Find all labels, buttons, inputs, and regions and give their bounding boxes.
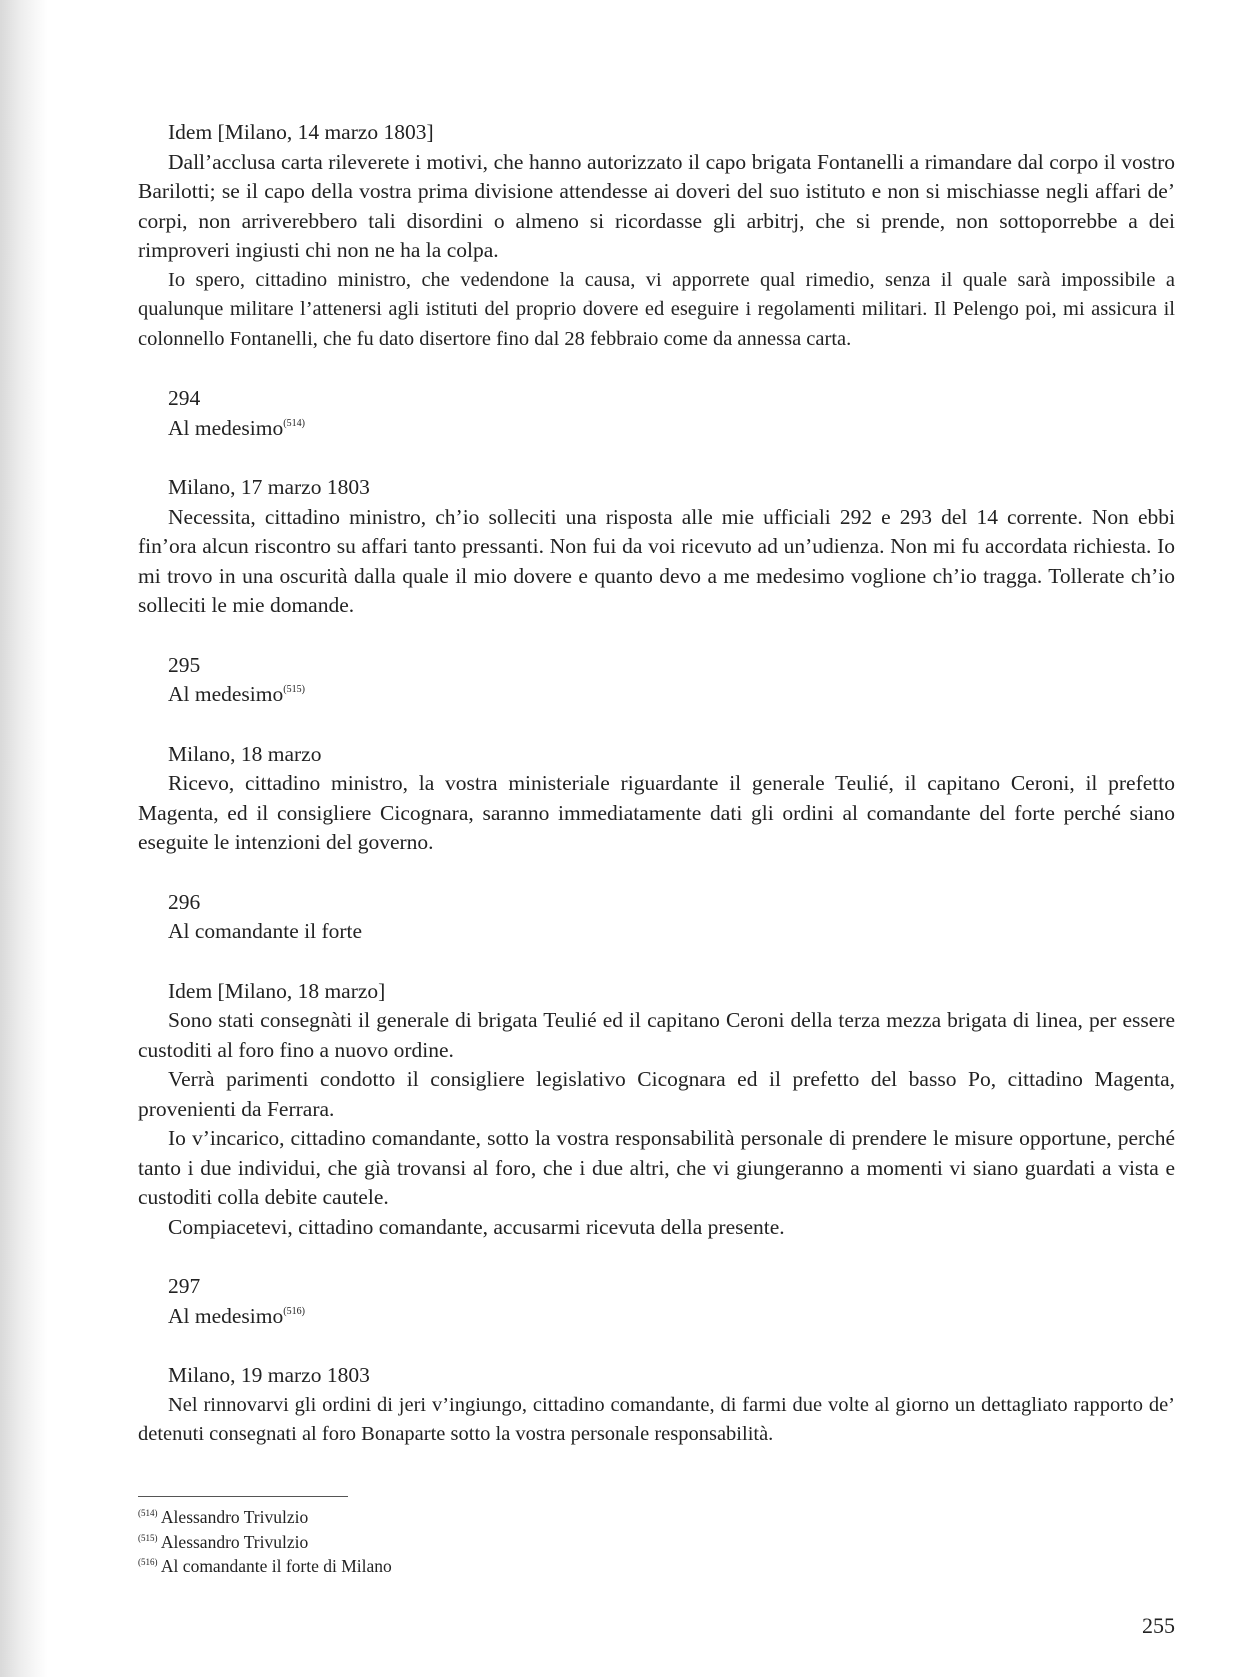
letter-294-paragraph-1: Necessita, cittadino ministro, ch’io solleciti una risposta alle mie ufficiali 292 e 293 del 14 corrente. Non ebbi fin’ora alcun riscontro su affari tanto pressanti. Non fui da voi ricevuto ad un’udienza. Non mi fu accordata richiesta. Io mi trovo in una oscurità dalla quale il mio dovere e quanto devo a me medesimo voglione ch’io tragga. Tollerate ch’io solleciti le mie domande. [138,504,1175,617]
letter-297-paragraph-1: Nel rinnovarvi gli ordini di jeri v’ingiungo, cittadino comandante, di farmi due volte al giorno un dettagliato rapporto de’ detenuti consegnati al foro Bonaparte sotto la vostra personale responsabilità. [138,1393,1175,1445]
footnote-text: Alessandro Trivulzio [160,1531,309,1552]
letter-294-number: 294 [168,386,201,410]
letter-294-recipient [138,414,1175,444]
footnote-marker: (515) [138,1532,158,1543]
recipient-text: Al medesimo [168,682,284,706]
letter-296-paragraph-3: Io v’incarico, cittadino comandante, sotto la vostra responsabilità personale di prendere le misure opportune, perché tanto i due individui, che già trovansi al foro, che i due altri, che vi giungeranno a momenti vi siano guardati a vista e custoditi colla debite cautele. [138,1126,1175,1209]
footnote-text: Al comandante il forte di Milano [160,1556,392,1576]
letter-296-paragraph-2: Verrà parimenti condotto il consigliere legislativo Cicognara ed il prefetto del basso Po, cittadino Magenta, provenienti da Ferrara. [138,1067,1175,1121]
letter-297-heading: Milano, 19 marzo 1803 [168,1363,370,1387]
footnote-ref-514: (514) [283,417,305,429]
footnote-516 [138,1554,738,1579]
page-body [138,118,1175,1450]
letter-296-paragraph-1: Sono stati consegnàti il generale di brigata Teulié ed il capitano Ceroni della terza mezza brigata di linea, per essere custoditi al foro fino a nuovo ordine. [138,1008,1175,1062]
book-spine-shadow [0,0,48,1677]
footnote-514 [138,1505,738,1530]
letter-295-heading: Milano, 18 marzo [168,741,322,766]
footnote-ref-515: (515) [283,684,305,695]
letter-293-paragraph-1: Dall’acclusa carta rileverete i motivi, che hanno autorizzato il capo brigata Fontanelli a rimandare dal corpo il vostro Barilotti; se il capo della vostra prima divisione attendesse ai doveri del suo istituto e non si mischiasse negli affari de’ corpi, non arriverebbero tali disordini o almeno si ricordasse gli arbitrj, che si prende, non sottoporrebbe a dei rimproveri ingiusti chi non ne ha la colpa. [138,149,1175,262]
recipient-text: Al medesimo [168,1303,284,1328]
footnote-separator [138,1496,348,1497]
footnote-text: Alessandro Trivulzio [160,1507,309,1527]
letter-296-heading: Idem [Milano, 18 marzo] [168,978,386,1003]
letter-295-recipient [138,680,1175,710]
letter-293-paragraph-2: Io spero, cittadino ministro, che vedendone la causa, vi apporrete qual rimedio, senza il quale sarà impossibile a qualunque militare l’attenersi agli istituti del proprio dovere ed eseguire i regolamenti militari. Il Pelengo poi, mi assicura il colonnello Fontanelli, che fu dato disertore fino dal 28 febbraio come da annessa carta. [138,268,1175,350]
letter-297-recipient [138,1302,1175,1332]
footnote-ref-516: (516) [283,1305,305,1317]
footnote-515 [138,1530,738,1555]
footnotes [138,1505,738,1579]
letter-293-heading: Idem [Milano, 14 marzo 1803] [168,120,434,144]
recipient-text: Al medesimo [168,415,284,440]
letter-296-number: 296 [168,889,201,914]
letter-296-recipient: Al comandante il forte [168,919,363,943]
letter-294-heading: Milano, 17 marzo 1803 [168,475,370,499]
page-number: 255 [1142,1613,1175,1638]
footnote-marker: (516) [138,1557,158,1567]
letter-297-number: 297 [168,1274,201,1298]
letter-295-paragraph-1: Ricevo, cittadino ministro, la vostra ministeriale riguardante il generale Teulié, il capitano Ceroni, il prefetto Magenta, ed il consigliere Cicognara, saranno immediatamente dati gli ordini al comandante del forte perché siano eseguite le intenzioni del governo. [138,771,1175,854]
letter-296-paragraph-4: Compiacetevi, cittadino comandante, accusarmi ricevuta della presente. [168,1214,785,1239]
letter-295-number: 295 [168,652,201,677]
footnote-marker: (514) [138,1508,158,1518]
